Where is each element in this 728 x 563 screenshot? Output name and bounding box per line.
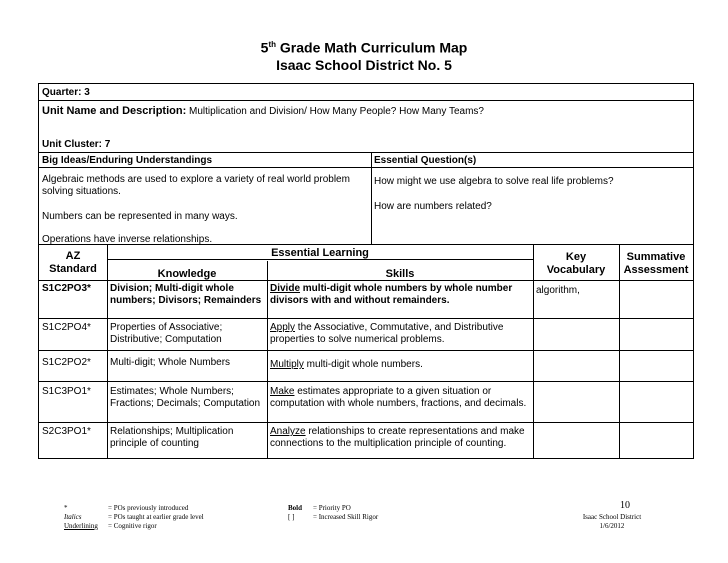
essential-questions-header: Essential Question(s): [371, 154, 693, 168]
divider: [107, 423, 108, 458]
skill-cell: [267, 385, 533, 411]
divider: [107, 319, 108, 350]
essential-question-item: How might we use algebra to solve real life problems?: [374, 176, 614, 187]
standard-code: S1C2PO4*: [42, 322, 91, 333]
title-line-2: Isaac School District No. 5: [276, 56, 452, 73]
legend-italics-desc: = POs taught at earlier grade level: [108, 513, 204, 521]
legend-bold-desc: = Priority PO: [313, 504, 351, 512]
az-standard-header: AZ Standard: [49, 250, 97, 275]
knowledge-cell: Multi-digit; Whole Numbers: [110, 357, 231, 368]
divider: [619, 281, 620, 318]
legend-underlining-desc: = Cognitive rigor: [108, 522, 157, 530]
table-row: [39, 382, 693, 423]
skill-text: estimates appropriate to a given situation or computation with whole numbers, fractions, and decimals.: [270, 386, 527, 409]
unit-row: [39, 101, 693, 153]
divider: [533, 245, 534, 280]
legend-brackets-desc: = Increased Skill Rigor: [313, 513, 379, 521]
divider: [267, 319, 268, 350]
unit-name: [39, 104, 689, 119]
big-ideas-header: Big Ideas/Enduring Understandings: [39, 154, 371, 168]
skill-cell: [267, 425, 533, 451]
big-idea-item: Algebraic methods are used to explore a variety of real world problem solving situations.: [42, 174, 350, 197]
divider: [267, 423, 268, 458]
skill-verb: Make: [270, 386, 295, 397]
footer-district: Isaac School District: [582, 513, 642, 521]
knowledge-cell: Estimates; Whole Numbers; Fractions; Decimals; Computation: [110, 386, 261, 409]
vocabulary-cell: [533, 356, 619, 358]
skill-text: relationships to create representations and make connections to the multiplication principle of counting.: [270, 426, 525, 449]
divider: [533, 423, 534, 458]
legend-star-symbol: *: [64, 504, 68, 512]
big-idea-item: Operations have inverse relationships.: [42, 234, 213, 245]
skill-cell: [267, 358, 533, 372]
divider: [619, 319, 620, 350]
quarter-row: [39, 84, 693, 101]
divider: [107, 245, 108, 280]
divider: [107, 351, 108, 381]
essential-learning-header: Essential Learning: [107, 246, 533, 260]
column-header-row: [39, 244, 693, 281]
knowledge-cell: Division; Multi-digit whole numbers; Divisors; Remainders: [110, 283, 262, 306]
divider: [533, 319, 534, 350]
divider: [619, 382, 620, 422]
page-number: 10: [620, 500, 630, 511]
vocabulary-cell: [533, 321, 619, 323]
title-line-1: Grade Math Curriculum Map: [276, 39, 468, 56]
divider: [267, 261, 268, 280]
key-vocabulary-header: Key Vocabulary: [546, 251, 606, 276]
divider: [619, 245, 620, 280]
unit-label: Unit Name and Description:: [42, 105, 187, 117]
skills-header: Skills: [385, 268, 415, 280]
legend-underlining-symbol: Underlining: [64, 522, 98, 530]
divider: [533, 382, 534, 422]
standard-code: S1C2PO3*: [42, 283, 91, 294]
skill-cell: [267, 282, 533, 308]
footer-date: 1/6/2012: [599, 522, 625, 530]
unit-cluster: Unit Cluster: 7: [42, 139, 111, 150]
divider: [533, 281, 534, 318]
legend-brackets-symbol: [ ]: [288, 513, 295, 521]
divider: [107, 281, 108, 318]
table-row: [39, 423, 693, 458]
vocabulary-cell: algorithm,: [536, 285, 580, 296]
quarter-label: Quarter: 3: [42, 87, 90, 98]
skill-verb: Apply: [270, 322, 296, 333]
divider: [533, 351, 534, 381]
standard-code: S2C3PO1*: [42, 426, 91, 437]
skill-text: the Associative, Commutative, and Distributive properties to solve numerical problems.: [270, 322, 504, 345]
skill-text: multi-digit whole numbers.: [303, 359, 423, 370]
skill-cell: [267, 321, 533, 347]
legend-italics-symbol: Italics: [64, 513, 82, 521]
summative-assessment-header: Summative Assessment: [623, 251, 689, 276]
vocabulary-cell: [533, 425, 619, 427]
document-title: [0, 36, 728, 74]
divider: [267, 281, 268, 318]
divider: [267, 382, 268, 422]
essential-question-item: How are numbers related?: [374, 201, 492, 212]
big-ideas-row: [39, 153, 693, 244]
curriculum-table: [38, 83, 694, 459]
standard-code: S1C2PO2*: [42, 357, 91, 368]
grade-number: 5: [260, 39, 269, 56]
divider: [619, 351, 620, 381]
knowledge-cell: Relationships; Multiplication principle of counting: [110, 426, 234, 449]
standard-code: S1C3PO1*: [42, 386, 91, 397]
legend-bold-symbol: Bold: [288, 504, 303, 512]
divider: [267, 351, 268, 381]
skill-verb: Multiply: [270, 359, 304, 370]
skill-verb: Divide: [270, 283, 301, 294]
table-row: [39, 351, 693, 382]
big-idea-item: Numbers can be represented in many ways.: [42, 211, 238, 222]
knowledge-cell: Properties of Associative; Distributive; Computation: [110, 322, 223, 345]
legend-star-desc: = POs previously introduced: [108, 504, 189, 512]
divider: [371, 153, 372, 244]
vocabulary-cell: [533, 385, 619, 387]
skill-verb: Analyze: [270, 426, 306, 437]
divider: [619, 423, 620, 458]
skill-text: multi-digit whole numbers by whole number divisors with and without remainders.: [270, 283, 513, 306]
knowledge-header: Knowledge: [157, 268, 217, 280]
table-row: [39, 281, 693, 319]
grade-superscript: th: [268, 40, 276, 49]
table-row: [39, 319, 693, 351]
unit-value: Multiplication and Division/ How Many People? How Many Teams?: [189, 106, 484, 117]
divider: [107, 382, 108, 422]
